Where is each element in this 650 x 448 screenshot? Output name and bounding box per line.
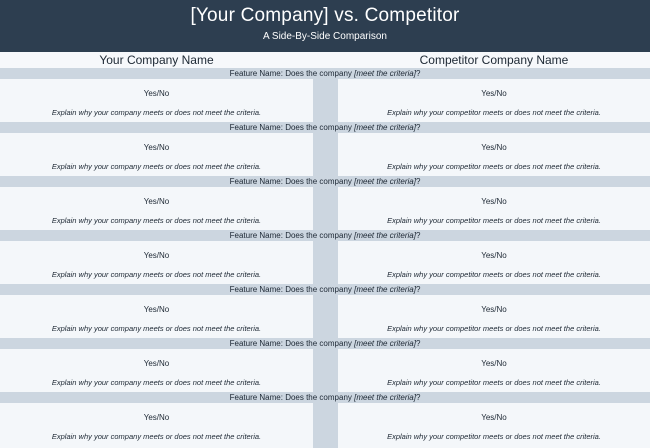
page-title: [Your Company] vs. Competitor bbox=[190, 5, 460, 26]
competitor-answer: Yes/No bbox=[481, 89, 507, 98]
your-company-answer: Yes/No bbox=[143, 197, 170, 206]
comparison-row bbox=[0, 230, 650, 284]
feature-question-mark: ? bbox=[415, 177, 421, 186]
comparison-row bbox=[0, 392, 650, 446]
your-company-explanation: Explain why your company meets or does not meet the criteria. bbox=[51, 324, 262, 333]
feature-criteria: [meet the criteria] bbox=[354, 231, 416, 240]
feature-criteria: [meet the criteria] bbox=[354, 393, 416, 402]
feature-criteria: [meet the criteria] bbox=[354, 339, 416, 348]
feature-question bbox=[0, 392, 650, 403]
feature-criteria: [meet the criteria] bbox=[354, 123, 416, 132]
your-company-explanation: Explain why your company meets or does not meet the criteria. bbox=[51, 108, 262, 117]
feature-question-text: Feature Name: Does the company bbox=[229, 285, 355, 294]
competitor-explanation: Explain why your competitor meets or does not meet the criteria. bbox=[387, 108, 601, 117]
your-company-explanation: Explain why your company meets or does not meet the criteria. bbox=[51, 432, 262, 441]
competitor-explanation: Explain why your competitor meets or does not meet the criteria. bbox=[387, 324, 601, 333]
your-company-answer: Yes/No bbox=[143, 251, 170, 260]
column-headers bbox=[0, 52, 650, 68]
competitor-explanation: Explain why your competitor meets or does not meet the criteria. bbox=[387, 270, 601, 279]
your-company-explanation: Explain why your company meets or does not meet the criteria. bbox=[51, 216, 262, 225]
competitor-explanation: Explain why your competitor meets or does not meet the criteria. bbox=[387, 216, 601, 225]
page-header bbox=[0, 0, 650, 52]
feature-question-text: Feature Name: Does the company bbox=[229, 177, 355, 186]
competitor-answer: Yes/No bbox=[481, 413, 507, 422]
competitor-explanation: Explain why your competitor meets or does not meet the criteria. bbox=[387, 378, 601, 387]
your-company-answer: Yes/No bbox=[143, 143, 170, 152]
comparison-row bbox=[0, 68, 650, 122]
your-company-column-header: Your Company Name bbox=[99, 53, 214, 67]
feature-question bbox=[0, 68, 650, 79]
competitor-explanation: Explain why your competitor meets or does not meet the criteria. bbox=[387, 432, 601, 441]
feature-question-text: Feature Name: Does the company bbox=[229, 393, 355, 402]
comparison-row bbox=[0, 176, 650, 230]
competitor-answer: Yes/No bbox=[481, 143, 507, 152]
your-company-explanation: Explain why your company meets or does not meet the criteria. bbox=[51, 270, 262, 279]
comparison-rows bbox=[0, 68, 650, 446]
feature-question-text: Feature Name: Does the company bbox=[229, 231, 355, 240]
feature-criteria: [meet the criteria] bbox=[354, 69, 416, 78]
competitor-explanation: Explain why your competitor meets or does not meet the criteria. bbox=[387, 162, 601, 171]
feature-question bbox=[0, 176, 650, 187]
competitor-column-header: Competitor Company Name bbox=[419, 53, 569, 67]
feature-question-text: Feature Name: Does the company bbox=[229, 69, 355, 78]
feature-question-mark: ? bbox=[415, 231, 421, 240]
feature-criteria: [meet the criteria] bbox=[354, 177, 416, 186]
feature-question-mark: ? bbox=[415, 285, 421, 294]
comparison-row bbox=[0, 338, 650, 392]
feature-question bbox=[0, 122, 650, 133]
competitor-answer: Yes/No bbox=[481, 359, 507, 368]
feature-question-text: Feature Name: Does the company bbox=[229, 339, 355, 348]
comparison-row bbox=[0, 284, 650, 338]
your-company-answer: Yes/No bbox=[143, 413, 170, 422]
feature-criteria: [meet the criteria] bbox=[354, 285, 416, 294]
competitor-answer: Yes/No bbox=[481, 251, 507, 260]
your-company-answer: Yes/No bbox=[143, 359, 170, 368]
feature-question-mark: ? bbox=[415, 123, 421, 132]
comparison-table bbox=[0, 52, 650, 448]
competitor-answer: Yes/No bbox=[481, 197, 507, 206]
competitor-answer: Yes/No bbox=[481, 305, 507, 314]
feature-question-mark: ? bbox=[415, 339, 421, 348]
your-company-answer: Yes/No bbox=[143, 89, 170, 98]
feature-question bbox=[0, 230, 650, 241]
feature-question-mark: ? bbox=[415, 69, 421, 78]
comparison-row bbox=[0, 122, 650, 176]
feature-question-mark: ? bbox=[415, 393, 421, 402]
your-company-answer: Yes/No bbox=[143, 305, 170, 314]
your-company-explanation: Explain why your company meets or does not meet the criteria. bbox=[51, 162, 262, 171]
feature-question bbox=[0, 284, 650, 295]
feature-question-text: Feature Name: Does the company bbox=[229, 123, 355, 132]
feature-question bbox=[0, 338, 650, 349]
your-company-explanation: Explain why your company meets or does not meet the criteria. bbox=[51, 378, 262, 387]
page-subtitle: A Side-By-Side Comparison bbox=[263, 31, 387, 42]
